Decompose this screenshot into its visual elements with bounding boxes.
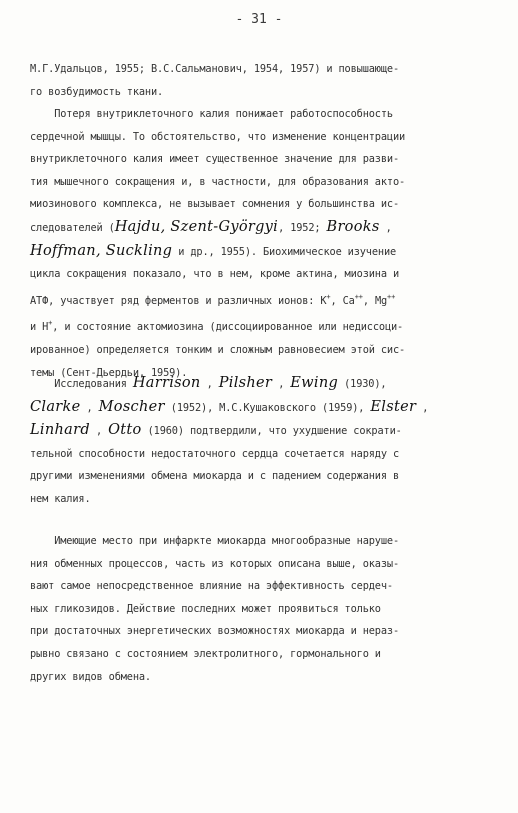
handwritten-name: Ewing	[290, 375, 339, 391]
text-line	[30, 193, 500, 216]
text-line	[30, 443, 500, 466]
typed-text: при достаточных энергетических возможностях миокарда и нераз-	[30, 625, 400, 638]
text-line	[30, 419, 500, 443]
typed-text: цикла сокращения показало, что в нем, кроме актина, миозина и	[30, 268, 400, 281]
typed-text: ния обменных процессов, часть из которых описана выше, оказы-	[30, 557, 400, 570]
text-line	[30, 263, 500, 286]
typed-text: ,	[89, 425, 109, 438]
typed-text: ,	[416, 401, 429, 414]
text-line	[30, 286, 500, 313]
text-line	[30, 216, 500, 240]
typed-text: го возбудимость ткани.	[30, 85, 164, 98]
paragraph	[30, 58, 500, 103]
typed-text: Потеря внутриклеточного калия понижает работоспособность	[30, 108, 393, 120]
typed-text: ,	[80, 401, 99, 414]
typed-text: другими изменениями обмена миокарда и с падением содержания в	[30, 470, 400, 483]
typed-text: ,	[379, 221, 392, 234]
text-line	[30, 103, 500, 126]
superscript: +	[48, 319, 53, 328]
typed-text: тельной способности недостаточного сердца сочетается наряду с	[30, 447, 400, 460]
handwritten-name: Linhard	[30, 422, 90, 439]
text-line	[30, 620, 500, 643]
typed-text: следователей (	[30, 221, 115, 234]
typed-text: , 1952;	[278, 221, 327, 234]
typed-text: ных гликозидов. Действие последних может проявиться только	[30, 602, 381, 615]
text-line	[30, 171, 500, 194]
handwritten-name: Elster	[370, 398, 417, 415]
typed-text: миозинового комплекса, не вызывает сомнения у большинства ис-	[30, 198, 400, 211]
typed-text: и др., 1955). Биохимическое изучение	[172, 245, 397, 258]
paragraph	[30, 372, 500, 511]
paragraph	[30, 103, 500, 384]
typed-text: , Mg	[362, 294, 388, 307]
typed-text: (1930),	[338, 378, 387, 390]
typed-text: АТФ, участвует ряд ферментов и различных ионов: K	[30, 294, 327, 307]
typed-text: тия мышечного сокращения и, в частности, для образования акто-	[30, 175, 406, 188]
superscript: +	[326, 292, 331, 301]
handwritten-name: Otto	[108, 422, 142, 439]
typed-text: Исследования	[30, 378, 133, 390]
typed-text: (1960) подтвердили, что ухудшение сократи-	[141, 425, 402, 438]
page-number: - 31 -	[235, 12, 283, 27]
handwritten-name: Hoffman, Suckling	[30, 242, 173, 259]
typed-text: нем калия.	[30, 492, 91, 505]
handwritten-name: Clarke	[30, 398, 81, 415]
text-line	[30, 553, 500, 576]
text-line	[30, 126, 500, 149]
text-line	[30, 240, 500, 264]
text-line	[30, 598, 500, 621]
superscript: ++	[387, 292, 396, 301]
text-line	[30, 643, 500, 666]
typed-text: рывно связано с состоянием электролитного, гормонального и	[30, 647, 381, 660]
handwritten-name: Hajdu, Szent-Györgyi	[114, 218, 279, 235]
text-line	[30, 148, 500, 171]
text-line	[30, 530, 500, 553]
typed-text: ,	[200, 378, 219, 390]
text-line	[30, 372, 500, 396]
typed-text: и H	[30, 321, 49, 334]
paragraph	[30, 530, 500, 688]
handwritten-name: Moscher	[98, 398, 165, 415]
text-line	[30, 396, 500, 420]
typed-text: М.Г.Удальцов, 1955; В.С.Сальманович, 1954, 1957) и повышающе-	[30, 63, 400, 75]
typed-text: (1952), М.С.Кушаковского (1959),	[164, 401, 371, 414]
superscript: ++	[354, 292, 363, 301]
text-line	[30, 575, 500, 598]
text-line	[30, 339, 500, 362]
handwritten-name: Pilsher	[218, 375, 273, 391]
text-line	[30, 666, 500, 689]
text-line	[30, 488, 500, 511]
text-line	[30, 465, 500, 488]
typed-text: , Ca	[330, 294, 355, 307]
typed-text: Имеющие место при инфаркте миокарда многообразные наруше-	[30, 535, 400, 547]
text-line	[30, 312, 500, 339]
typed-text: , и состояние актомиозина (диссоциированное или недиссоци-	[52, 321, 404, 334]
typed-text: вают самое непосредственное влияние на эффективность сердеч-	[30, 580, 393, 593]
typed-text: других видов обмена.	[30, 670, 151, 683]
text-line	[30, 81, 500, 104]
typed-text: ,	[272, 378, 291, 390]
typed-text: внутриклеточного калия имеет существенное значение для разви-	[30, 153, 400, 166]
handwritten-name: Harrison	[132, 375, 201, 391]
text-line	[30, 58, 500, 81]
handwritten-name: Brooks	[326, 218, 380, 235]
typed-text: сердечной мышцы. То обстоятельство, что изменение концентрации	[30, 130, 406, 143]
typed-text: темы (Сент-Дьердьи, 1959).	[30, 366, 188, 379]
typed-text: ированное) определяется тонким и сложным равновесием этой сис-	[30, 343, 406, 356]
